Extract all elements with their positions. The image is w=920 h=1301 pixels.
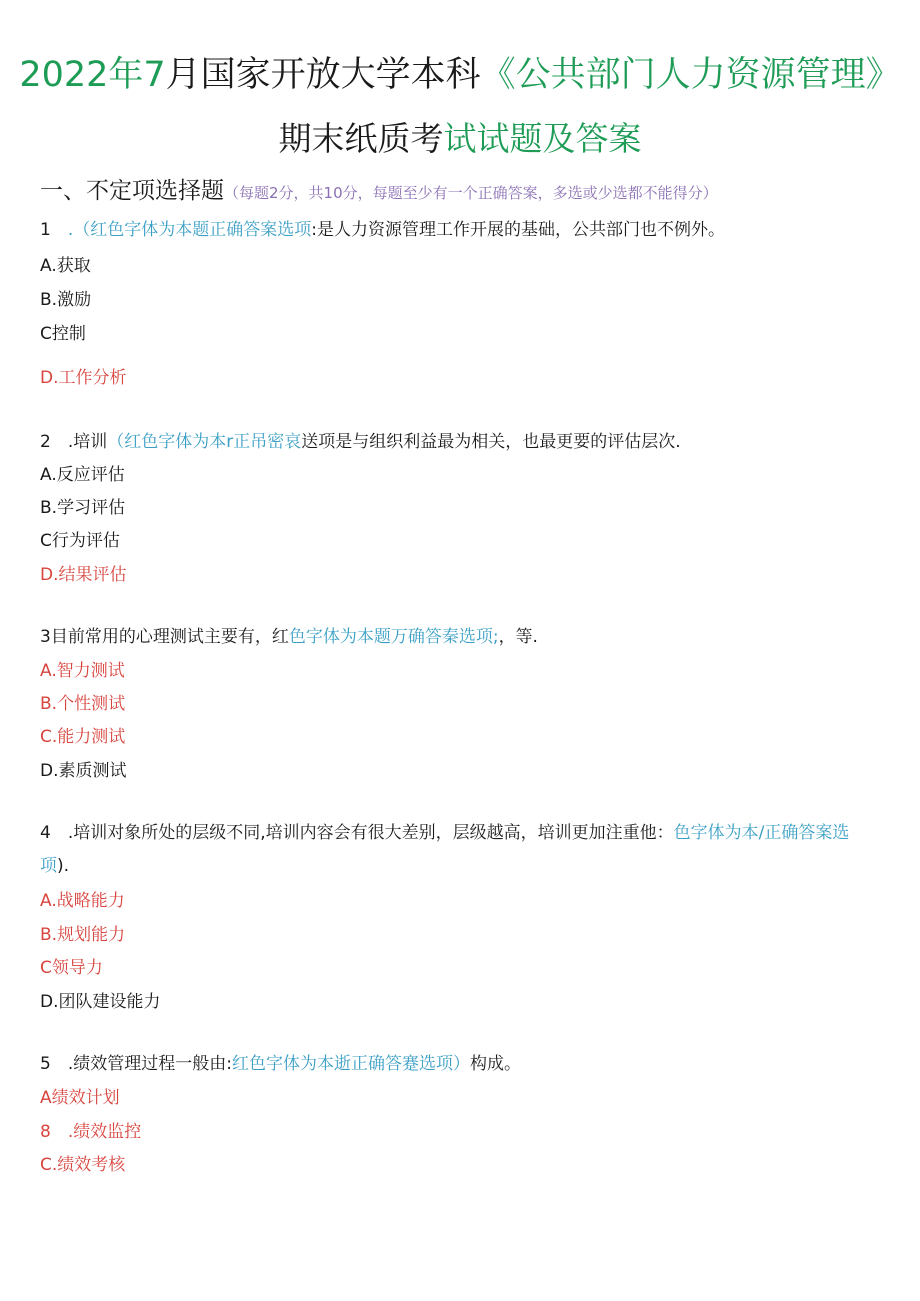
question-4-stem-continued [40, 852, 69, 880]
question-text: ). [57, 856, 70, 876]
document-title-line1 [0, 50, 920, 100]
question-text-pre: .培训对象所处的层级不同,培训内容会有很大差别，层级越高，培训更加注重他： [67, 823, 674, 843]
question-2-option-d: D.结果评估 [40, 565, 127, 585]
question-2-stem [40, 428, 681, 456]
question-2-option-b: B.学习评估 [40, 498, 126, 518]
question-3-option-b: B.个性测试 [40, 694, 126, 714]
question-3-option-d: D.素质测试 [40, 761, 127, 781]
question-number: 2 [40, 432, 51, 452]
answer-hint: 色字体为本题万确答秦选项; [288, 627, 499, 647]
title-answers: 试试题及答案 [443, 119, 642, 158]
question-4-stem [40, 819, 849, 847]
question-text-pre: 3目前常用的心理测试主要有，红 [40, 627, 289, 647]
question-text: 构成。 [469, 1054, 521, 1074]
question-1-option-d: D.工作分析 [40, 368, 127, 388]
title-year-month: 2022年7 [19, 55, 166, 95]
question-2-option-a: A.反应评估 [40, 465, 125, 485]
title-university: 月国家开放大学本科 [165, 55, 481, 95]
title-course: 《公共部门人力资源管理》 [480, 55, 901, 95]
section-title: 一、不定项选择题 [40, 178, 224, 204]
question-4-option-d: D.团队建设能力 [40, 992, 161, 1012]
question-1-option-c: C控制 [40, 324, 86, 344]
question-1-stem [40, 216, 725, 244]
document-title-line2 [0, 114, 920, 164]
section-heading [40, 174, 718, 210]
question-2-option-c: C行为评估 [40, 531, 120, 551]
question-text: 送项是与组织利益最为相关，也最更要的评估层次. [301, 432, 681, 452]
question-3-stem [40, 623, 538, 651]
question-text: :是人力资源管理工作开展的基础，公共部门也不例外。 [311, 220, 725, 240]
question-1-option-b: B.激励 [40, 290, 92, 310]
answer-hint: .（红色字体为本题正确答案选项 [67, 220, 312, 240]
question-number: 4 [40, 823, 51, 843]
option-text: .绩效监控 [67, 1122, 142, 1142]
answer-hint: 红色字体为本逝正确答蹇选项） [231, 1054, 470, 1074]
question-5-option-a: A绩效计划 [40, 1088, 120, 1108]
question-text-pre: .绩效管理过程一般由: [67, 1054, 232, 1074]
question-4-option-a: A.战略能力 [40, 891, 125, 911]
question-1-option-a: A.获取 [40, 256, 91, 276]
question-4-option-c: C领导力 [40, 958, 103, 978]
answer-hint-continued: 项 [40, 856, 57, 876]
question-5-option-b [40, 1118, 141, 1146]
answer-hint: （红色字体为本r正吊密哀 [107, 432, 302, 452]
question-3-option-c: C.能力测试 [40, 727, 126, 747]
question-4-option-b: B.规划能力 [40, 925, 126, 945]
title-exam-type: 期末纸质考 [278, 119, 444, 158]
question-5-stem [40, 1050, 521, 1078]
question-text-pre: .培训 [67, 432, 108, 452]
answer-hint: 色字体为本/正确答案选 [673, 823, 850, 843]
question-5-option-c: C.绩效考核 [40, 1155, 126, 1175]
question-number: 1 [40, 220, 51, 240]
option-number: 8 [40, 1122, 51, 1142]
question-text: ，等. [498, 627, 538, 647]
question-number: 5 [40, 1054, 51, 1074]
section-note: （每题2分，共10分，每题至少有一个正确答案，多选或少选都不能得分） [224, 184, 718, 202]
question-3-option-a: A.智力测试 [40, 661, 125, 681]
